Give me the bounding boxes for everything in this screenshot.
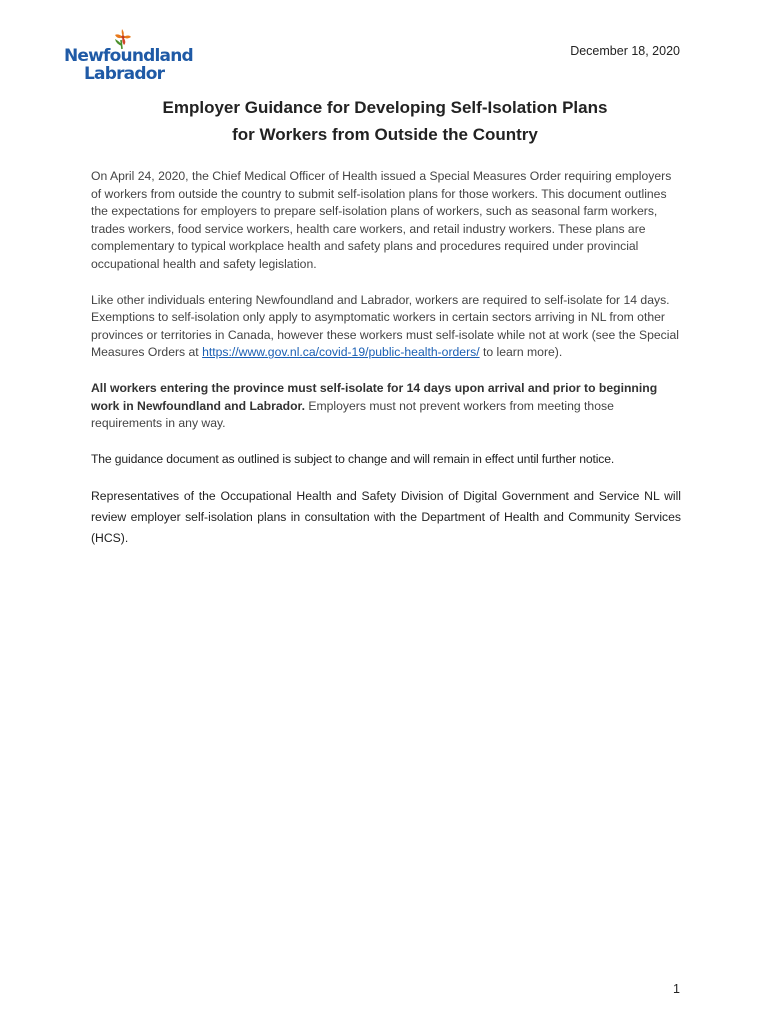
logo-text-newfoundland: Newfoundland bbox=[64, 46, 193, 66]
paragraph-all-workers-notice bbox=[91, 380, 681, 433]
title-line-2: for Workers from Outside the Country bbox=[232, 125, 538, 144]
bold-notice: All workers entering the province must self-isolate for 14 days upon arrival and prior to beginning work in Newfoundland and Labrador. bbox=[91, 380, 658, 413]
paragraph-representatives-review: Representatives of the Occupational Health and Safety Division of Digital Government and Service NL will review employer self-isolation plans in consultation with the Department of Health and Community Services (HCS). bbox=[91, 489, 681, 546]
logo-text-labrador: Labrador bbox=[84, 64, 165, 84]
title-line-1: Employer Guidance for Developing Self-Isolation Plans bbox=[162, 98, 608, 117]
paragraph-subject-to-change: The guidance document as outlined is subject to change and will remain in effect until further notice. bbox=[91, 451, 615, 466]
newfoundland-labrador-logo bbox=[64, 26, 193, 86]
document-title bbox=[0, 94, 770, 148]
paragraph-text: Employers must not prevent workers from meeting those requirements in any way. bbox=[91, 398, 614, 431]
paragraph-special-measures-order: On April 24, 2020, the Chief Medical Officer of Health issued a Special Measures Order requiring employers of workers from outside the country to submit self-isolation plans for those workers. This document outlines the expectations for employers to prepare self-isolation plans of workers, such as seasonal farm workers, trades workers, food service workers, health care workers, and retail industry workers. These plans are complementary to typical workplace health and safety plans and procedures required under provincial occupational health and safety legislation. bbox=[91, 169, 672, 271]
paragraph-self-isolation-requirement bbox=[91, 292, 681, 362]
paragraph-text: to learn more). bbox=[479, 345, 563, 360]
document-body bbox=[91, 168, 681, 567]
document-date: December 18, 2020 bbox=[570, 44, 680, 58]
public-health-orders-link[interactable]: https://www.gov.nl.ca/covid-19/public-health-orders/ bbox=[202, 345, 480, 360]
page-number: 1 bbox=[673, 982, 680, 996]
paragraph-text: Like other individuals entering Newfoundland and Labrador, workers are required to self-isolate for 14 days. Exemptions to self-isolation only apply to asymptomatic workers in certain sectors arriving in NL from other provinces or territories in Canada, however these workers must self-isolate while not at work (see the Special Measures Orders at bbox=[91, 292, 679, 360]
